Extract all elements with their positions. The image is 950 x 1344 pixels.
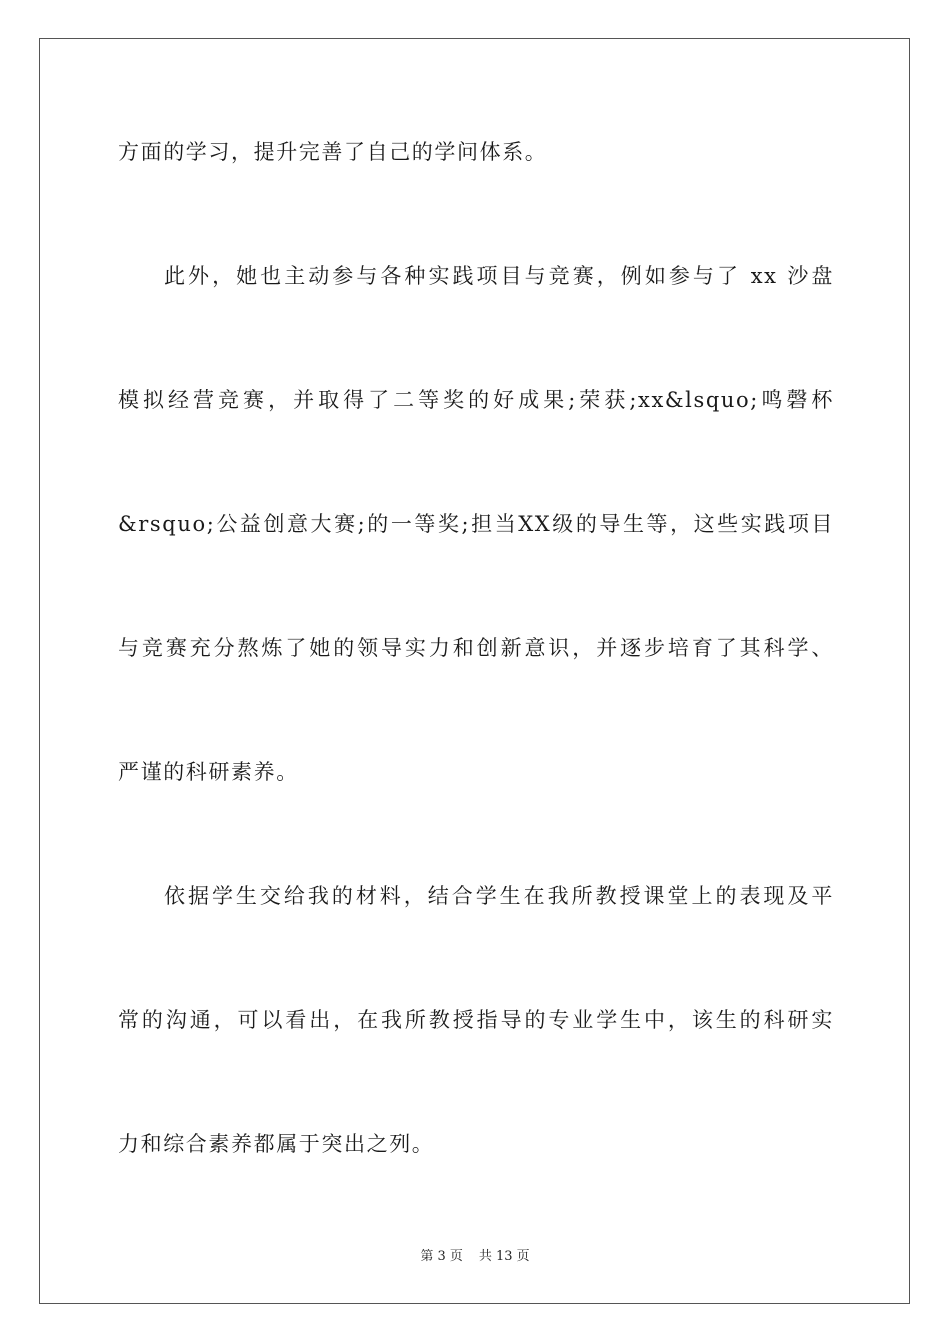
page-number: 第 3 页 xyxy=(420,1249,463,1264)
text-line: 此外，她也主动参与各种实践项目与竞赛，例如参与了 xx 沙盘 xyxy=(164,264,834,288)
text-line: 模拟经营竞赛，并取得了二等奖的好成果;荣获;xx&lsquo;鸣磬杯 xyxy=(118,388,834,412)
page-footer xyxy=(0,1248,950,1266)
page-total: 共 13 页 xyxy=(478,1249,530,1264)
text-line: 依据学生交给我的材料，结合学生在我所教授课堂上的表现及平 xyxy=(164,884,834,908)
text-line: 常的沟通，可以看出，在我所教授指导的专业学生中，该生的科研实 xyxy=(118,1008,834,1032)
text-line: &rsquo;公益创意大赛;的一等奖;担当XX级的导生等，这些实践项目 xyxy=(118,512,834,536)
text-line: 方面的学习，提升完善了自己的学问体系。 xyxy=(118,140,548,164)
text-line: 严谨的科研素养。 xyxy=(118,760,299,784)
text-line: 力和综合素养都属于突出之列。 xyxy=(118,1132,435,1156)
text-line: 与竞赛充分熬炼了她的领导实力和创新意识，并逐步培育了其科学、 xyxy=(118,636,834,660)
page-border xyxy=(39,38,910,1304)
